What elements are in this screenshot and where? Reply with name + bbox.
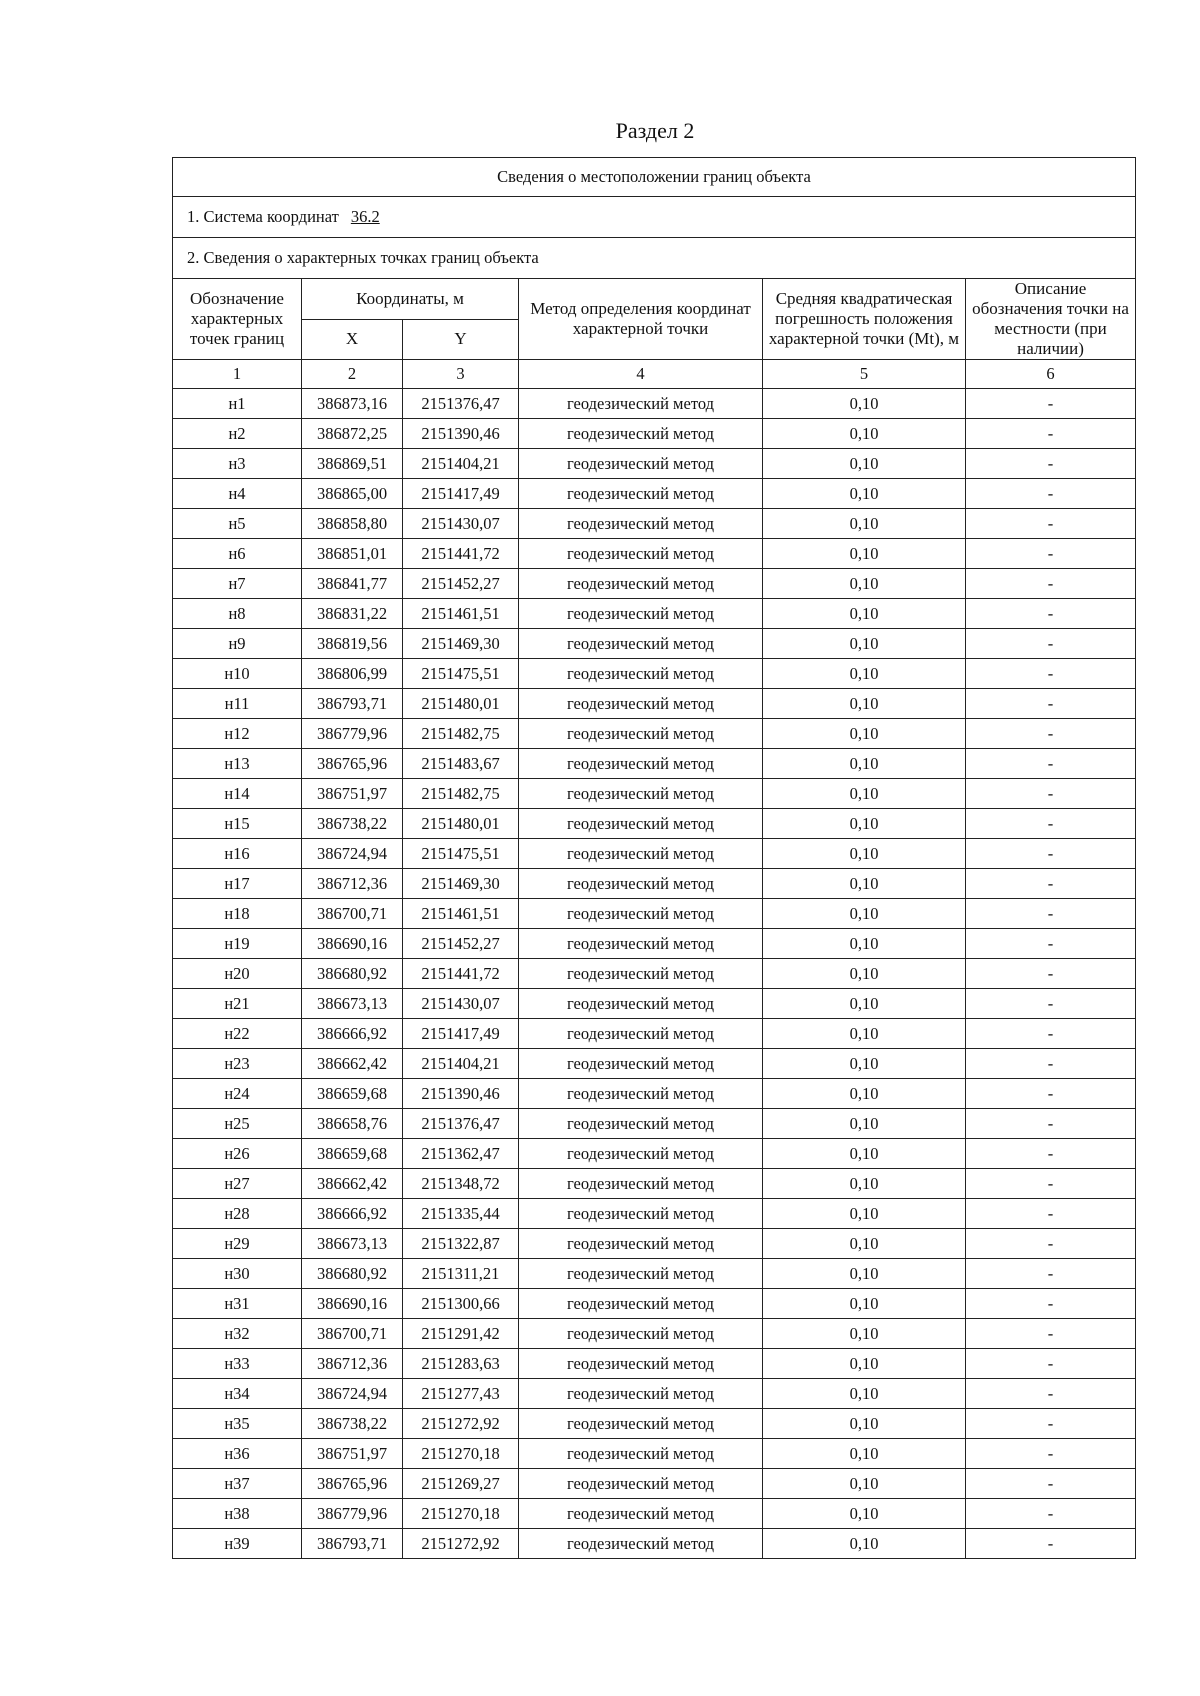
error-cell: 0,10 [763,1319,966,1349]
description-cell: - [966,989,1136,1019]
method-cell: геодезический метод [519,1019,763,1049]
y-coordinate-cell: 2151283,63 [403,1349,519,1379]
table-row [173,959,1136,989]
method-cell: геодезический метод [519,1229,763,1259]
x-coordinate-cell: 386765,96 [302,1469,403,1499]
method-cell: геодезический метод [519,1409,763,1439]
column-numbers-row [173,360,1136,389]
table-row [173,569,1136,599]
description-cell: - [966,959,1136,989]
error-cell: 0,10 [763,1529,966,1559]
method-cell: геодезический метод [519,1049,763,1079]
x-coordinate-cell: 386793,71 [302,689,403,719]
x-coordinate-cell: 386865,00 [302,479,403,509]
x-coordinate-cell: 386869,51 [302,449,403,479]
table-row [173,929,1136,959]
error-cell: 0,10 [763,689,966,719]
y-coordinate-cell: 2151390,46 [403,419,519,449]
method-cell: геодезический метод [519,569,763,599]
error-cell: 0,10 [763,719,966,749]
x-coordinate-cell: 386680,92 [302,959,403,989]
x-coordinate-cell: 386841,77 [302,569,403,599]
description-cell: - [966,599,1136,629]
column-number: 4 [519,360,763,389]
y-coordinate-cell: 2151376,47 [403,1109,519,1139]
error-cell: 0,10 [763,1229,966,1259]
table-row [173,1139,1136,1169]
y-coordinate-cell: 2151417,49 [403,1019,519,1049]
column-header-error: Средняя квадратическая погрешность положения характерной точки (Mt), м [763,279,966,360]
y-coordinate-cell: 2151452,27 [403,929,519,959]
description-cell: - [966,569,1136,599]
y-coordinate-cell: 2151482,75 [403,779,519,809]
method-cell: геодезический метод [519,1289,763,1319]
coordinate-system-row [173,197,1136,238]
table-row [173,479,1136,509]
description-cell: - [966,1079,1136,1109]
error-cell: 0,10 [763,779,966,809]
error-cell: 0,10 [763,1109,966,1139]
error-cell: 0,10 [763,1139,966,1169]
x-coordinate-cell: 386700,71 [302,899,403,929]
y-coordinate-cell: 2151452,27 [403,569,519,599]
description-cell: - [966,1049,1136,1079]
table-row [173,869,1136,899]
method-cell: геодезический метод [519,449,763,479]
y-coordinate-cell: 2151404,21 [403,449,519,479]
error-cell: 0,10 [763,989,966,1019]
y-coordinate-cell: 2151482,75 [403,719,519,749]
column-header-method: Метод определения координат характерной точки [519,279,763,360]
error-cell: 0,10 [763,1499,966,1529]
point-designation-cell: н33 [173,1349,302,1379]
method-cell: геодезический метод [519,1529,763,1559]
y-coordinate-cell: 2151441,72 [403,959,519,989]
x-coordinate-cell: 386658,76 [302,1109,403,1139]
method-cell: геодезический метод [519,539,763,569]
point-designation-cell: н24 [173,1079,302,1109]
method-cell: геодезический метод [519,989,763,1019]
table-row [173,1469,1136,1499]
point-designation-cell: н9 [173,629,302,659]
point-designation-cell: н18 [173,899,302,929]
y-coordinate-cell: 2151480,01 [403,809,519,839]
error-cell: 0,10 [763,509,966,539]
x-coordinate-cell: 386659,68 [302,1139,403,1169]
point-designation-cell: н20 [173,959,302,989]
x-coordinate-cell: 386673,13 [302,989,403,1019]
coordinate-system-label: 1. Система координат [187,207,339,226]
description-cell: - [966,479,1136,509]
point-designation-cell: н37 [173,1469,302,1499]
error-cell: 0,10 [763,1469,966,1499]
table-row [173,719,1136,749]
y-coordinate-cell: 2151270,18 [403,1499,519,1529]
y-coordinate-cell: 2151348,72 [403,1169,519,1199]
point-designation-cell: н26 [173,1139,302,1169]
method-cell: геодезический метод [519,1199,763,1229]
x-coordinate-cell: 386806,99 [302,659,403,689]
error-cell: 0,10 [763,569,966,599]
table-row [173,749,1136,779]
y-coordinate-cell: 2151475,51 [403,839,519,869]
y-coordinate-cell: 2151430,07 [403,989,519,1019]
section-title: Раздел 2 [615,118,695,143]
point-designation-cell: н35 [173,1409,302,1439]
table-row [173,1379,1136,1409]
x-coordinate-cell: 386690,16 [302,929,403,959]
column-number: 3 [403,360,519,389]
x-coordinate-cell: 386724,94 [302,1379,403,1409]
method-cell: геодезический метод [519,659,763,689]
y-coordinate-cell: 2151291,42 [403,1319,519,1349]
method-cell: геодезический метод [519,1349,763,1379]
error-cell: 0,10 [763,839,966,869]
table-row [173,989,1136,1019]
y-coordinate-cell: 2151390,46 [403,1079,519,1109]
column-header-description: Описание обозначения точки на местности (при наличии) [966,279,1136,360]
error-cell: 0,10 [763,809,966,839]
column-header-x: X [302,319,403,360]
column-number: 5 [763,360,966,389]
x-coordinate-cell: 386765,96 [302,749,403,779]
method-cell: геодезический метод [519,629,763,659]
method-cell: геодезический метод [519,929,763,959]
error-cell: 0,10 [763,929,966,959]
boundary-points-table [172,157,1136,1559]
error-cell: 0,10 [763,479,966,509]
point-designation-cell: н34 [173,1379,302,1409]
method-cell: геодезический метод [519,1319,763,1349]
error-cell: 0,10 [763,1079,966,1109]
table-row [173,1349,1136,1379]
x-coordinate-cell: 386858,80 [302,509,403,539]
error-cell: 0,10 [763,389,966,419]
point-designation-cell: н19 [173,929,302,959]
table-header-title: Сведения о местоположении границ объекта [173,158,1136,197]
description-cell: - [966,1469,1136,1499]
x-coordinate-cell: 386779,96 [302,719,403,749]
method-cell: геодезический метод [519,869,763,899]
x-coordinate-cell: 386751,97 [302,1439,403,1469]
table-row [173,1169,1136,1199]
point-designation-cell: н7 [173,569,302,599]
table-row [173,1049,1136,1079]
description-cell: - [966,1409,1136,1439]
method-cell: геодезический метод [519,1139,763,1169]
table-row [173,1019,1136,1049]
x-coordinate-cell: 386724,94 [302,839,403,869]
error-cell: 0,10 [763,449,966,479]
method-cell: геодезический метод [519,1499,763,1529]
description-cell: - [966,509,1136,539]
table-row [173,629,1136,659]
description-cell: - [966,689,1136,719]
description-cell: - [966,1229,1136,1259]
column-number: 2 [302,360,403,389]
x-coordinate-cell: 386873,16 [302,389,403,419]
method-cell: геодезический метод [519,899,763,929]
point-designation-cell: н22 [173,1019,302,1049]
x-coordinate-cell: 386700,71 [302,1319,403,1349]
x-coordinate-cell: 386738,22 [302,809,403,839]
point-designation-cell: н31 [173,1289,302,1319]
description-cell: - [966,659,1136,689]
description-cell: - [966,749,1136,779]
description-cell: - [966,1379,1136,1409]
point-designation-cell: н14 [173,779,302,809]
y-coordinate-cell: 2151311,21 [403,1259,519,1289]
table-row [173,1289,1136,1319]
x-coordinate-cell: 386793,71 [302,1529,403,1559]
error-cell: 0,10 [763,1049,966,1079]
error-cell: 0,10 [763,629,966,659]
error-cell: 0,10 [763,419,966,449]
method-cell: геодезический метод [519,1439,763,1469]
y-coordinate-cell: 2151277,43 [403,1379,519,1409]
error-cell: 0,10 [763,1349,966,1379]
table-row [173,689,1136,719]
y-coordinate-cell: 2151430,07 [403,509,519,539]
y-coordinate-cell: 2151441,72 [403,539,519,569]
point-designation-cell: н3 [173,449,302,479]
point-designation-cell: н6 [173,539,302,569]
method-cell: геодезический метод [519,689,763,719]
table-row [173,1229,1136,1259]
point-designation-cell: н8 [173,599,302,629]
y-coordinate-cell: 2151461,51 [403,899,519,929]
point-designation-cell: н17 [173,869,302,899]
column-number: 1 [173,360,302,389]
x-coordinate-cell: 386673,13 [302,1229,403,1259]
error-cell: 0,10 [763,1439,966,1469]
description-cell: - [966,809,1136,839]
method-cell: геодезический метод [519,419,763,449]
column-header-y: Y [403,319,519,360]
description-cell: - [966,779,1136,809]
y-coordinate-cell: 2151270,18 [403,1439,519,1469]
error-cell: 0,10 [763,1019,966,1049]
method-cell: геодезический метод [519,749,763,779]
x-coordinate-cell: 386831,22 [302,599,403,629]
method-cell: геодезический метод [519,1079,763,1109]
x-coordinate-cell: 386666,92 [302,1199,403,1229]
description-cell: - [966,449,1136,479]
y-coordinate-cell: 2151475,51 [403,659,519,689]
error-cell: 0,10 [763,659,966,689]
x-coordinate-cell: 386662,42 [302,1049,403,1079]
y-coordinate-cell: 2151469,30 [403,869,519,899]
x-coordinate-cell: 386666,92 [302,1019,403,1049]
method-cell: геодезический метод [519,389,763,419]
description-cell: - [966,1289,1136,1319]
x-coordinate-cell: 386690,16 [302,1289,403,1319]
table-row [173,1199,1136,1229]
table-row [173,1529,1136,1559]
y-coordinate-cell: 2151469,30 [403,629,519,659]
y-coordinate-cell: 2151404,21 [403,1049,519,1079]
description-cell: - [966,1529,1136,1559]
point-designation-cell: н13 [173,749,302,779]
y-coordinate-cell: 2151461,51 [403,599,519,629]
point-designation-cell: н36 [173,1439,302,1469]
method-cell: геодезический метод [519,1469,763,1499]
table-row [173,839,1136,869]
method-cell: геодезический метод [519,839,763,869]
table-row [173,899,1136,929]
x-coordinate-cell: 386680,92 [302,1259,403,1289]
x-coordinate-cell: 386751,97 [302,779,403,809]
table-row [173,1439,1136,1469]
point-designation-cell: н32 [173,1319,302,1349]
point-designation-cell: н5 [173,509,302,539]
description-cell: - [966,719,1136,749]
description-cell: - [966,869,1136,899]
table-row [173,659,1136,689]
y-coordinate-cell: 2151417,49 [403,479,519,509]
y-coordinate-cell: 2151272,92 [403,1529,519,1559]
point-designation-cell: н1 [173,389,302,419]
description-cell: - [966,1349,1136,1379]
table-row [173,449,1136,479]
description-cell: - [966,389,1136,419]
method-cell: геодезический метод [519,1109,763,1139]
table-row [173,389,1136,419]
point-designation-cell: н21 [173,989,302,1019]
point-designation-cell: н10 [173,659,302,689]
x-coordinate-cell: 386662,42 [302,1169,403,1199]
point-designation-cell: н29 [173,1229,302,1259]
x-coordinate-cell: 386738,22 [302,1409,403,1439]
error-cell: 0,10 [763,869,966,899]
point-designation-cell: н16 [173,839,302,869]
y-coordinate-cell: 2151335,44 [403,1199,519,1229]
coordinate-system-value: 36.2 [350,207,380,226]
method-cell: геодезический метод [519,719,763,749]
x-coordinate-cell: 386872,25 [302,419,403,449]
description-cell: - [966,839,1136,869]
method-cell: геодезический метод [519,1259,763,1289]
y-coordinate-cell: 2151362,47 [403,1139,519,1169]
y-coordinate-cell: 2151269,27 [403,1469,519,1499]
column-header-coordinates: Координаты, м [302,279,519,320]
column-number: 6 [966,360,1136,389]
table-row [173,1409,1136,1439]
x-coordinate-cell: 386659,68 [302,1079,403,1109]
points-section-label: 2. Сведения о характерных точках границ объекта [173,238,1136,279]
x-coordinate-cell: 386851,01 [302,539,403,569]
error-cell: 0,10 [763,1259,966,1289]
table-row [173,1499,1136,1529]
column-header-designation: Обозначение характерных точек границ [173,279,302,360]
method-cell: геодезический метод [519,779,763,809]
y-coordinate-cell: 2151322,87 [403,1229,519,1259]
description-cell: - [966,1109,1136,1139]
method-cell: геодезический метод [519,809,763,839]
point-designation-cell: н12 [173,719,302,749]
table-row [173,1109,1136,1139]
y-coordinate-cell: 2151483,67 [403,749,519,779]
error-cell: 0,10 [763,899,966,929]
error-cell: 0,10 [763,1379,966,1409]
error-cell: 0,10 [763,959,966,989]
description-cell: - [966,539,1136,569]
table-row [173,509,1136,539]
point-designation-cell: н27 [173,1169,302,1199]
description-cell: - [966,419,1136,449]
description-cell: - [966,1199,1136,1229]
table-row [173,1079,1136,1109]
error-cell: 0,10 [763,1199,966,1229]
method-cell: геодезический метод [519,479,763,509]
error-cell: 0,10 [763,749,966,779]
x-coordinate-cell: 386779,96 [302,1499,403,1529]
error-cell: 0,10 [763,599,966,629]
description-cell: - [966,1319,1136,1349]
point-designation-cell: н15 [173,809,302,839]
table-row [173,539,1136,569]
error-cell: 0,10 [763,539,966,569]
description-cell: - [966,929,1136,959]
method-cell: геодезический метод [519,959,763,989]
y-coordinate-cell: 2151376,47 [403,389,519,419]
x-coordinate-cell: 386712,36 [302,869,403,899]
y-coordinate-cell: 2151300,66 [403,1289,519,1319]
error-cell: 0,10 [763,1169,966,1199]
point-designation-cell: н30 [173,1259,302,1289]
description-cell: - [966,899,1136,929]
table-row [173,599,1136,629]
error-cell: 0,10 [763,1409,966,1439]
method-cell: геодезический метод [519,599,763,629]
y-coordinate-cell: 2151480,01 [403,689,519,719]
table-row [173,809,1136,839]
point-designation-cell: н39 [173,1529,302,1559]
description-cell: - [966,1169,1136,1199]
table-row [173,779,1136,809]
error-cell: 0,10 [763,1289,966,1319]
point-designation-cell: н4 [173,479,302,509]
description-cell: - [966,1259,1136,1289]
point-designation-cell: н28 [173,1199,302,1229]
table-row [173,1259,1136,1289]
table-row [173,1319,1136,1349]
point-designation-cell: н38 [173,1499,302,1529]
method-cell: геодезический метод [519,1379,763,1409]
description-cell: - [966,1499,1136,1529]
point-designation-cell: н11 [173,689,302,719]
description-cell: - [966,1019,1136,1049]
point-designation-cell: н25 [173,1109,302,1139]
x-coordinate-cell: 386712,36 [302,1349,403,1379]
description-cell: - [966,1439,1136,1469]
table-row [173,419,1136,449]
description-cell: - [966,1139,1136,1169]
method-cell: геодезический метод [519,509,763,539]
point-designation-cell: н2 [173,419,302,449]
y-coordinate-cell: 2151272,92 [403,1409,519,1439]
x-coordinate-cell: 386819,56 [302,629,403,659]
point-designation-cell: н23 [173,1049,302,1079]
method-cell: геодезический метод [519,1169,763,1199]
description-cell: - [966,629,1136,659]
